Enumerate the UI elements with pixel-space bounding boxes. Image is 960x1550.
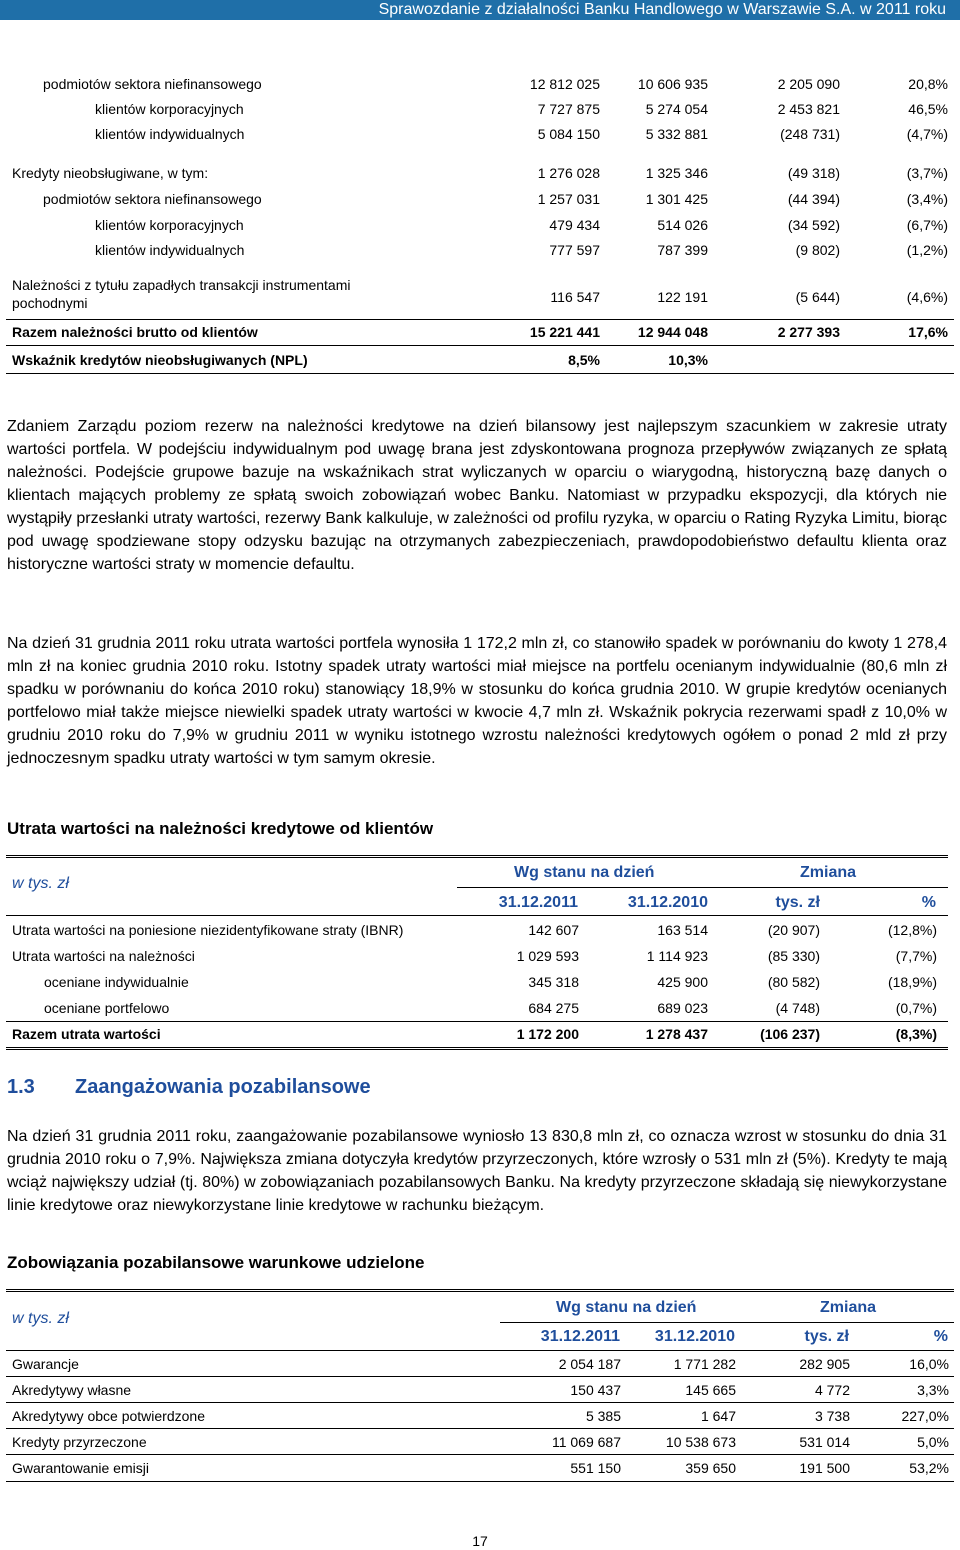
- table-row-total: Razem utrata wartości 1 172 200 1 278 437 (106 237) (8,3%): [12, 1026, 937, 1042]
- table-row: Kredyty przyrzeczone 11 069 687 10 538 673 531 014 5,0%: [12, 1434, 949, 1450]
- table-row: klientów korporacyjnych 479 434 514 026 (34 592) (6,7%): [95, 217, 948, 233]
- section-title: Zaangażowania pozabilansowe: [75, 1076, 371, 1098]
- table-bottom-rule: [6, 373, 954, 374]
- table-row: oceniane indywidualnie 345 318 425 900 (80 582) (18,9%): [44, 974, 937, 990]
- table-row: Należności z tytułu zapadłych transakcji instrumentami pochodnymi 116 547 122 191 (5 644) (4,6%): [12, 277, 948, 311]
- page-header-bar: [0, 0, 960, 20]
- table-top-rule: [6, 1289, 954, 1292]
- table-row: Utrata wartości na poniesione niezidentyfikowane straty (IBNR) 142 607 163 514 (20 907) (12,8%): [12, 922, 937, 938]
- table-row: klientów korporacyjnych 7 727 875 5 274 054 2 453 821 46,5%: [95, 101, 948, 117]
- col-header-percent: %: [921, 894, 936, 911]
- paragraph-off-balance: Na dzień 31 grudnia 2011 roku, zaangażowanie pozabilansowe wyniosło 13 830,8 mln zł, co oznacza wzrost w stosunku do dnia 31 grudnia 2010 roku o 7,9%. Największa zmiana dotyczyła kredytów przyrzeczonych, które wzrosły o 531 mln zł (5%). Kredyty te mają wciąż największy udział (tj. 80%) w zobowiązaniach pozabilansowych Banku. Na kredyty przyrzeczone składają się niewykorzystane linie kredytowe oraz niewykorzystane linie kredytowe w rachunku bieżącym.: [7, 1128, 947, 1214]
- section-heading: [7, 1076, 371, 1099]
- table-row: podmiotów sektora niefinansowego 12 812 025 10 606 935 2 205 090 20,8%: [43, 76, 948, 92]
- group-header-change: Zmiana: [820, 1299, 877, 1316]
- paragraph-impairment-policy: Zdaniem Zarządu poziom rezerw na należności kredytowe na dzień bilansowy jest najlepszym szacunkiem w zakresie utraty wartości portfela. W podejściu indywidualnym pod uwagę brana jest zdyskontowana prognoza przepływów związanych ze spłatą należności. Podejście grupowe bazuje na wskaźnikach strat wyliczanych w oparciu o wiarygodną, historyczną bazę danych o klientach mających problemy ze spłatą swoich zobowiązań wobec Banku. Natomiast w przypadku ekspozycji, dla których nie wystąpiły przesłanki utraty wartości, rezerwy Bank kalkuluje, w zależności od profilu ryzyka, w oparciu o Rating Ryzyka Limitu, biorąc pod uwagę spodziewane stopy odzysku bazując na otrzymanych zabezpieczeniach, prawdopodobieństwo defaultu klienta oraz historyczne wartości straty w momencie defaultu.: [7, 418, 947, 573]
- table-row-npl: Wskaźnik kredytów nieobsługiwanych (NPL) 8,5% 10,3%: [12, 352, 708, 368]
- col-header-2010: 31.12.2010: [654, 1328, 735, 1345]
- col-header-2011: 31.12.2011: [540, 1328, 620, 1345]
- unit-label: w tys. zł: [12, 875, 69, 892]
- table-row: Gwarantowanie emisji 551 150 359 650 191 500 53,2%: [12, 1460, 949, 1476]
- col-header-tys: tys. zł: [804, 1328, 849, 1345]
- group-header-as-of: Wg stanu na dzień: [514, 864, 655, 881]
- header-bottom-rule: [6, 915, 948, 916]
- table-row: klientów indywidualnych 777 597 787 399 (9 802) (1,2%): [95, 242, 948, 258]
- table-row: oceniane portfelowo 684 275 689 023 (4 748) (0,7%): [44, 1000, 937, 1016]
- table-row: Utrata wartości na należności 1 029 593 1 114 923 (85 330) (7,7%): [12, 948, 937, 964]
- header-divider: [500, 1322, 954, 1323]
- table-row: klientów indywidualnych 5 084 150 5 332 881 (248 731) (4,7%): [95, 126, 948, 142]
- table-row-total: Razem należności brutto od klientów 15 221 441 12 944 048 2 277 393 17,6%: [12, 324, 948, 340]
- row-divider: [6, 345, 954, 346]
- header-divider: [457, 887, 948, 888]
- section-number: 1.3: [7, 1076, 35, 1098]
- table-row: podmiotów sektora niefinansowego 1 257 031 1 301 425 (44 394) (3,4%): [43, 191, 948, 207]
- paragraph-impairment-2011: Na dzień 31 grudnia 2011 roku utrata wartości portfela wynosiła 1 172,2 mln zł, co stanowiło spadek w porównaniu do kwoty 1 278,4 mln zł na koniec grudnia 2010 roku. Istotny spadek utraty wartości miał miejsce na portfelu ocenianym indywidualnie (80,6 mln zł spadku w porównaniu do końca 2010 roku) stanowiący 18,9% w stosunku do końca grudnia 2010. W grupie kredytów ocenianych portfelowo miał także miejsce niewielki spadek utraty wartości w kwocie 4,7 mln zł. Wskaźnik pokrycia rezerwami spadł z 10,0% w grudniu 2010 roku do 7,9% w grudniu 2011 w wyniku istotnego wzrostu należności kredytowych ogółem o ponad 2 mld zł przy jednoczesnym spadku utraty wartości w tym samym okresie.: [7, 635, 947, 767]
- impairment-table-title: Utrata wartości na należności kredytowe od klientów: [7, 819, 434, 838]
- col-header-2011: 31.12.2011: [498, 894, 578, 911]
- col-header-percent: %: [933, 1328, 948, 1345]
- col-header-tys: tys. zł: [775, 894, 820, 911]
- table-top-rule: [6, 855, 948, 858]
- table-row: Akredytywy obce potwierdzone 5 385 1 647 3 738 227,0%: [12, 1408, 949, 1424]
- group-header-change: Zmiana: [800, 864, 857, 881]
- table-row: Kredyty nieobsługiwane, w tym: 1 276 028 1 325 346 (49 318) (3,7%): [12, 165, 948, 181]
- group-header-as-of: Wg stanu na dzień: [556, 1299, 697, 1316]
- unit-label: w tys. zł: [12, 1310, 69, 1327]
- document-title: Sprawozdanie z działalności Banku Handlowego w Warszawie S.A. w 2011 roku: [378, 1, 946, 18]
- table-row: Gwarancje 2 054 187 1 771 282 282 905 16,0%: [12, 1356, 949, 1372]
- page-number: 17: [472, 1533, 488, 1549]
- table-bottom-rule: [6, 1481, 954, 1482]
- table-row: Akredytywy własne 150 437 145 665 4 772 3,3%: [12, 1382, 949, 1398]
- table-bottom-rule: [6, 1047, 948, 1050]
- col-header-2010: 31.12.2010: [627, 894, 708, 911]
- off-balance-table-title: Zobowiązania pozabilansowe warunkowe udzielone: [7, 1253, 425, 1272]
